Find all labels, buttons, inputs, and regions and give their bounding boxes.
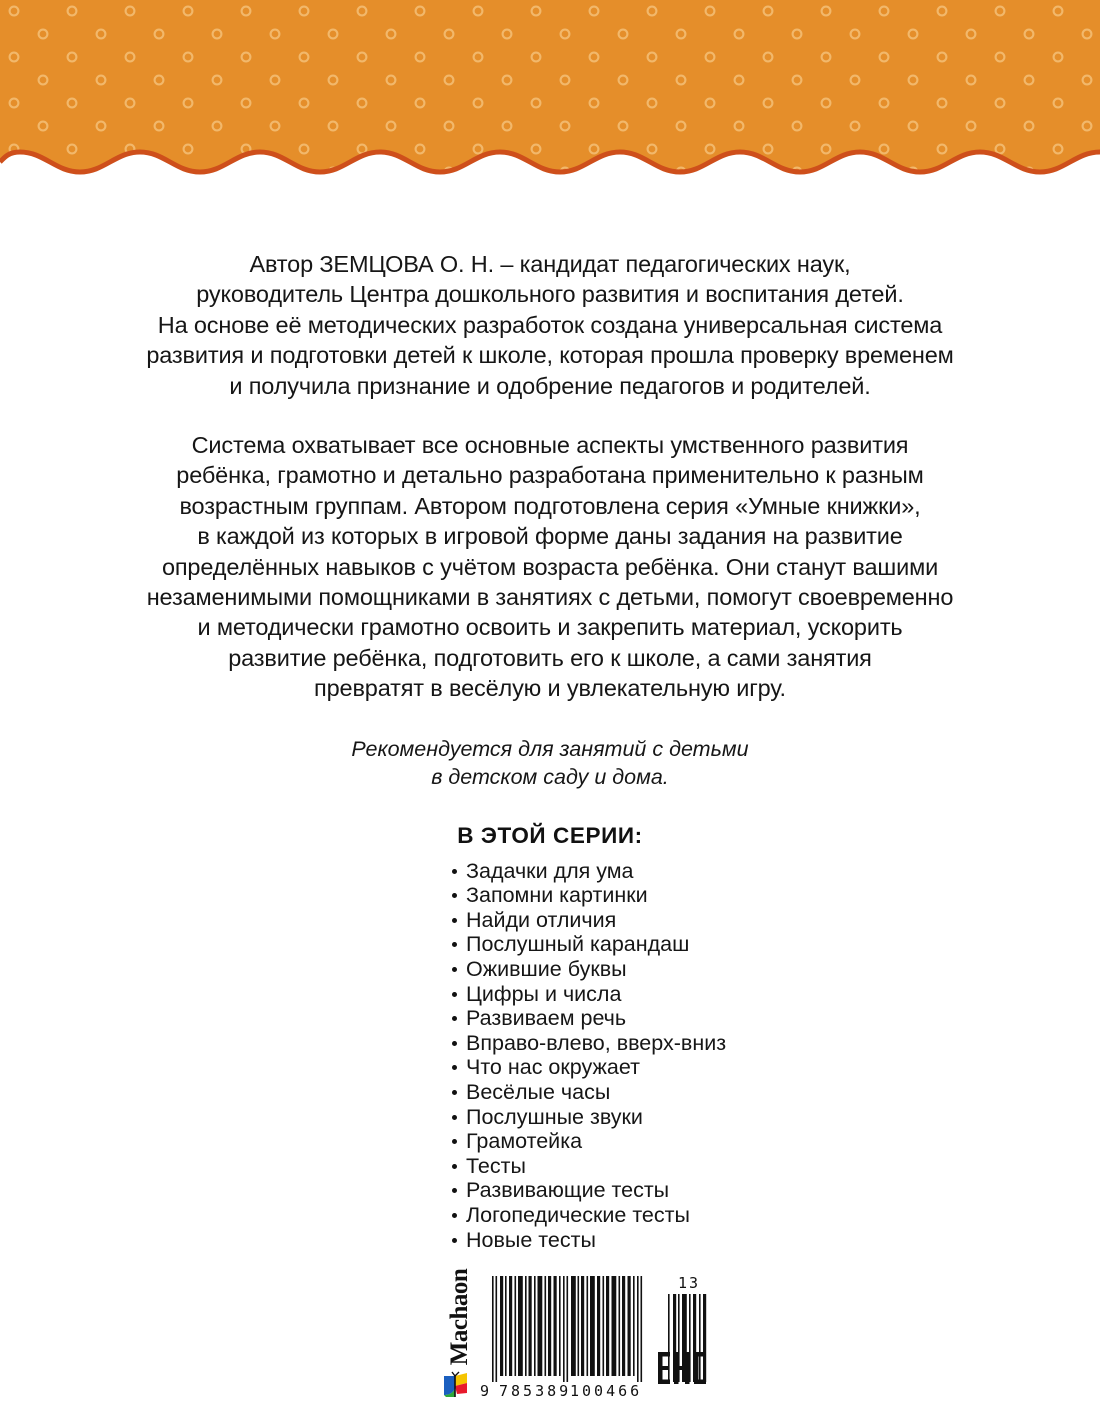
series-list [452, 859, 752, 1253]
list-item-label: Грамотейка [466, 1129, 583, 1154]
header-band-shape [0, 0, 1100, 180]
bullet-icon [452, 1164, 457, 1169]
butterfly-icon [441, 1370, 471, 1400]
eac-conformity-icon [656, 1348, 708, 1388]
barcode-left-group: 785389 [499, 1382, 572, 1400]
list-item-label: Тесты [466, 1153, 526, 1178]
bullet-icon [452, 1016, 457, 1021]
bullet-icon [452, 1090, 457, 1095]
ean13-barcode [480, 1272, 660, 1402]
bullet-icon [452, 869, 457, 874]
bullet-icon [452, 893, 457, 898]
list-item-label: Ожившие буквы [466, 957, 627, 982]
list-item [452, 982, 752, 1007]
bullet-icon [452, 1041, 457, 1046]
bullet-icon [452, 1188, 457, 1193]
list-item [452, 1080, 752, 1105]
list-item [452, 1006, 752, 1031]
list-item [452, 1203, 752, 1228]
bullet-icon [452, 1115, 457, 1120]
decorative-header-band [0, 0, 1100, 180]
intro-line: Автор ЗЕМЦОВА О. Н. – кандидат педагогических наук, [249, 251, 851, 277]
system-line: и методически грамотно освоить и закрепить материал, ускорить [197, 614, 903, 641]
system-line: в каждой из которых в игровой форме даны задания на развитие [197, 523, 903, 550]
system-line: определённых навыков с учётом возраста ребёнка. Они станут вашими [161, 553, 939, 580]
list-item [452, 1154, 752, 1179]
publisher-logo [438, 1258, 482, 1406]
system-paragraph [85, 430, 1015, 704]
intro-line: На основе её методических разработок создана универсальная система [157, 311, 943, 338]
list-item [452, 957, 752, 982]
list-item [452, 883, 752, 908]
list-item [452, 932, 752, 957]
list-item [452, 1031, 752, 1056]
bullet-icon [452, 1238, 457, 1243]
list-item [452, 859, 752, 884]
barcode-lead-digit: 9 [480, 1382, 490, 1400]
intro-line: и получила признание и одобрение педагогов и родителей. [229, 372, 871, 399]
list-item [452, 1129, 752, 1154]
recommendation-line: в детском саду и дома. [431, 764, 669, 789]
list-item-label: Послушный карандаш [466, 932, 690, 957]
publisher-wordmark: Machaon [446, 1268, 473, 1366]
system-line: превратят в весёлую и увлекательную игру. [314, 675, 786, 702]
bullet-icon [452, 918, 457, 923]
bullet-icon [452, 992, 457, 997]
barcode-right-group: 100466 [570, 1382, 643, 1400]
intro-line: руководитель Центра дошкольного развития и воспитания детей. [196, 281, 904, 308]
list-item [452, 1105, 752, 1130]
system-line: Система охватывает все основные аспекты умственного развития [191, 432, 909, 459]
list-item-label: Послушные звуки [466, 1104, 643, 1129]
recommendation-note [0, 735, 1100, 791]
list-item [452, 1178, 752, 1203]
list-item-label: Что нас окружает [466, 1055, 640, 1080]
list-item-label: Цифры и числа [466, 981, 622, 1006]
list-item-label: Найди отличия [466, 907, 617, 932]
barcode-addon-value: 13 [678, 1274, 701, 1292]
bullet-icon [452, 1065, 457, 1070]
list-item-label: Логопедические тесты [466, 1203, 690, 1227]
list-item-label: Весёлые часы [466, 1080, 611, 1105]
intro-paragraph [85, 249, 1015, 401]
bullet-icon [452, 942, 457, 947]
imprint-barcode-area [438, 1258, 718, 1408]
recommendation-line: Рекомендуется для занятий с детьми [351, 736, 749, 761]
bullet-icon [452, 967, 457, 972]
list-item [452, 1055, 752, 1080]
list-item-label: Запомни картинки [466, 883, 648, 908]
list-item-label: Новые тесты [466, 1227, 596, 1252]
system-line: развитие ребёнка, подготовить его к школе, а сами занятия [228, 644, 872, 671]
bullet-icon [452, 1213, 457, 1218]
system-line: ребёнка, грамотно и детально разработана применительно к разным [176, 462, 924, 489]
list-item [452, 1228, 752, 1253]
list-item-label: Развивающие тесты [466, 1178, 670, 1203]
system-line: возрастным группам. Автором подготовлена серия «Умные книжки», [179, 492, 921, 519]
list-item-label: Развиваем речь [466, 1006, 627, 1031]
bullet-icon [452, 1139, 457, 1144]
intro-line: развития и подготовки детей к школе, которая прошла проверку временем [146, 342, 954, 369]
system-line: незаменимыми помощниками в занятиях с детьми, помогут своевременно [146, 584, 954, 611]
list-item [452, 908, 752, 933]
cover-content [0, 180, 1100, 1252]
list-item-label: Вправо-влево, вверх-вниз [466, 1030, 727, 1055]
list-item-label: Задачки для ума [466, 858, 634, 883]
series-heading: В ЭТОЙ СЕРИИ: [457, 822, 643, 848]
